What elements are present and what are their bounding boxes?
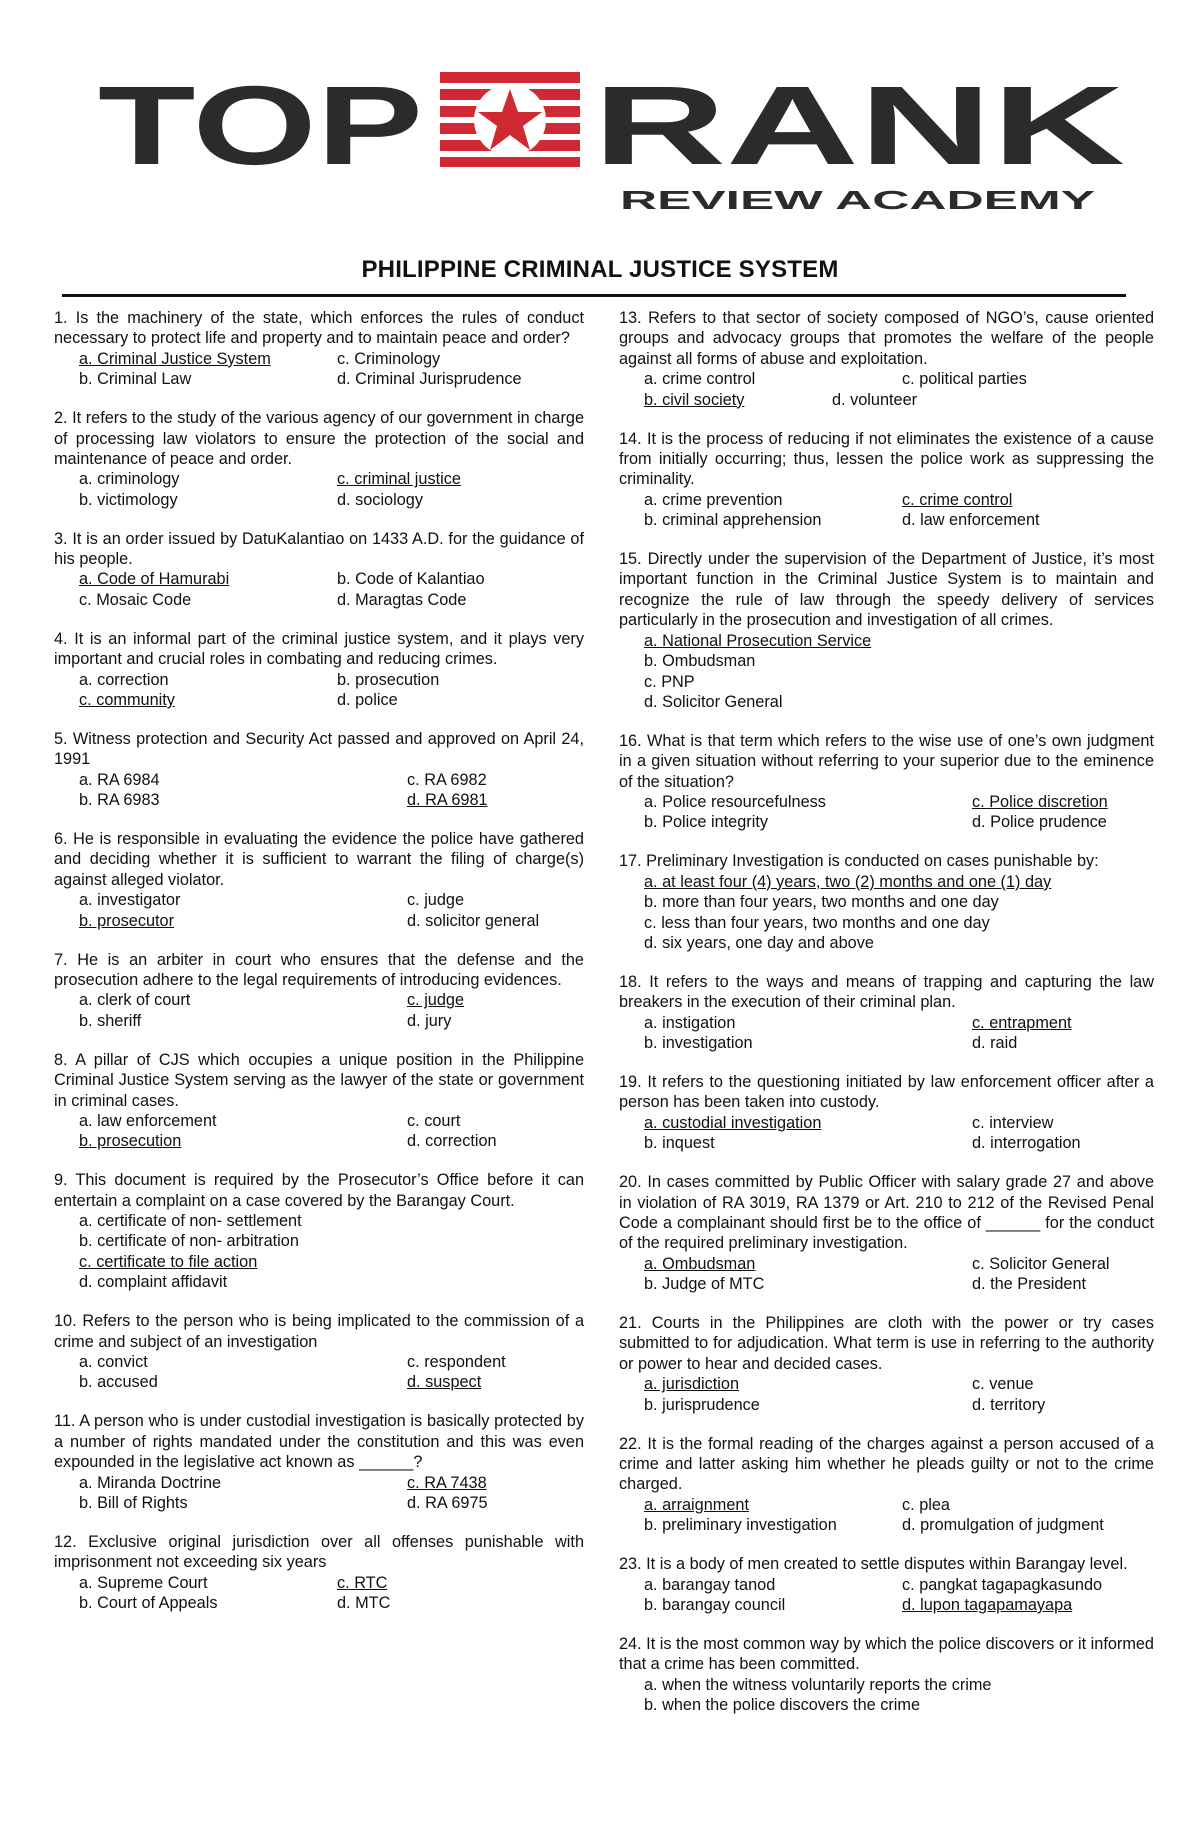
question-12: [54, 1532, 584, 1614]
option-d-answer: d. suspect: [407, 1373, 482, 1392]
option-c-answer: c. judge: [407, 991, 465, 1010]
option-a: a. instigation: [644, 1013, 736, 1032]
option-b: b. Criminal Law: [79, 370, 192, 389]
option-c: c. plea: [902, 1495, 950, 1514]
option-d: d. law enforcement: [902, 511, 1040, 530]
left-column: [54, 308, 584, 1632]
option-d: d. police: [337, 691, 398, 709]
option-b: b. inquest: [644, 1134, 715, 1153]
logo-word-rank: RANK: [593, 72, 1125, 188]
question-13: [619, 308, 1154, 410]
question-stem: 7. He is an arbiter in court who ensures that the defense and the prosecution adhere to the legal requirements of introducing evidences.: [54, 950, 584, 989]
option-b: b. preliminary investigation: [644, 1516, 837, 1535]
option-b: b. RA 6983: [79, 791, 160, 810]
option-c-answer: c. community: [79, 691, 175, 709]
option-c-answer: c. criminal justice: [337, 470, 461, 489]
question-stem: 21. Courts in the Philippines are cloth with the power or try cases submitted to for adjudication. What term is use in referring to the authority or power to hear and decided cases.: [619, 1314, 1154, 1373]
question-3: [54, 529, 584, 611]
option-d: d. MTC: [337, 1594, 391, 1613]
option-a-answer: a. Criminal Justice System: [79, 349, 271, 368]
option-d: d. Police prudence: [972, 813, 1107, 832]
option-b-answer: b. civil society: [644, 390, 745, 409]
option-c: c. Mosaic Code: [79, 590, 192, 609]
option-d: d. Solicitor General: [644, 692, 783, 711]
option-a: a. investigator: [79, 891, 181, 910]
option-c: c. respondent: [407, 1352, 506, 1371]
option-a: a. correction: [79, 670, 169, 689]
question-16: [619, 731, 1154, 833]
option-b-answer: b. prosecutor: [79, 911, 175, 930]
question-15: [619, 549, 1154, 712]
option-d: d. complaint affidavit: [79, 1273, 228, 1292]
question-stem: 12. Exclusive original jurisdiction over all offenses punishable with imprisonment not exceeding six years: [54, 1532, 584, 1572]
option-a-answer: a. arraignment: [644, 1495, 749, 1514]
question-stem: 1. Is the machinery of the state, which enforces the rules of conduct necessary to protect life and property and to maintain peace and order?: [54, 309, 584, 348]
option-b: b. criminal apprehension: [644, 511, 822, 530]
option-d-answer: d. RA 6981: [407, 791, 488, 810]
option-b: b. accused: [79, 1373, 158, 1392]
question-7: [54, 950, 584, 1032]
option-b: b. Court of Appeals: [79, 1594, 218, 1613]
question-9: [54, 1170, 584, 1292]
question-stem: 2. It refers to the study of the various agency of our government in charge of processing law violators to ensure the protection of the social and maintenance of peace and order.: [54, 409, 584, 468]
option-b: b. Police integrity: [644, 813, 768, 832]
logo-subtitle: REVIEW ACADEMY: [620, 185, 1095, 215]
option-d: d. RA 6975: [407, 1493, 488, 1512]
option-b: b. when the police discovers the crime: [644, 1696, 921, 1715]
question-stem: 10. Refers to the person who is being implicated to the commission of a crime and subject of an investigation: [54, 1312, 584, 1351]
question-stem: 15. Directly under the supervision of the Department of Justice, it’s most important function in the Criminal Justice System is to maintain and recognize the rule of law through the speedy delivery of services particularly in the prosecution and investigation of all crimes.: [619, 550, 1154, 630]
option-c: c. judge: [407, 891, 465, 910]
title-divider: [62, 294, 1126, 297]
option-c-answer: c. Police discretion: [972, 793, 1108, 812]
option-a: a. Miranda Doctrine: [79, 1473, 222, 1492]
option-c: c. RA 6982: [407, 770, 487, 789]
option-d: d. solicitor general: [407, 911, 540, 930]
question-23: [619, 1554, 1154, 1615]
option-d: d. promulgation of judgment: [902, 1516, 1104, 1535]
question-18: [619, 972, 1154, 1054]
question-stem: 20. In cases committed by Public Officer with salary grade 27 and above in violation of RA 3019, RA 1379 or Art. 210 to 212 of the Revised Penal Code a complainant should first be to the office of ______ for the conduct of the required preliminary investigation.: [619, 1173, 1154, 1253]
option-d: d. the President: [972, 1275, 1087, 1294]
question-5: [54, 729, 584, 811]
option-c: c. political parties: [902, 370, 1027, 389]
question-stem: 16. What is that term which refers to the wise use of one’s own judgment in a given situation without referring to your superior due to the eminence of the situation?: [619, 731, 1154, 791]
question-stem: 22. It is the formal reading of the charges against a person accused of a crime and latter asking him whether he pleads guilty or not to the crime charged.: [619, 1434, 1154, 1494]
question-2: [54, 408, 584, 510]
option-a: a. criminology: [79, 470, 180, 489]
option-d: d. correction: [407, 1132, 497, 1151]
option-a-answer: a. at least four (4) years, two (2) months and one (1) day: [644, 872, 1052, 891]
option-b: b. certificate of non- arbitration: [79, 1232, 299, 1251]
question-stem: 17. Preliminary Investigation is conducted on cases punishable by:: [619, 852, 1099, 871]
option-c: c. Criminology: [337, 349, 441, 368]
option-b: b. jurisprudence: [644, 1395, 760, 1414]
question-stem: 4. It is an informal part of the criminal justice system, and it plays very important and crucial roles in combating and reducing crimes.: [54, 629, 584, 669]
question-stem: 8. A pillar of CJS which occupies a unique position in the Philippine Criminal Justice System serving as the lawyer of the state or government in criminal cases.: [54, 1050, 584, 1110]
option-a: a. Police resourcefulness: [644, 793, 826, 812]
option-a: a. crime prevention: [644, 490, 783, 509]
question-17: [619, 851, 1154, 953]
option-d: d. Criminal Jurisprudence: [337, 370, 522, 389]
option-c: c. PNP: [644, 672, 695, 691]
option-a-answer: a. custodial investigation: [644, 1113, 822, 1132]
question-stem: 11. A person who is under custodial investigation is basically protected by a number of rights mandated under the constitution and this was even expounded in the legislative act known as ______?: [54, 1412, 584, 1472]
question-stem: 23. It is a body of men created to settle disputes within Barangay level.: [619, 1555, 1128, 1574]
option-d: d. jury: [407, 1011, 452, 1030]
option-d: d. interrogation: [972, 1134, 1081, 1153]
option-b: b. barangay council: [644, 1595, 786, 1614]
question-stem: 18. It refers to the ways and means of trapping and capturing the law breakers in the execution of their criminal plan.: [619, 972, 1154, 1012]
option-d: d. sociology: [337, 490, 423, 509]
page-title: PHILIPPINE CRIMINAL JUSTICE SYSTEM: [361, 256, 839, 283]
option-b: b. more than four years, two months and one day: [644, 893, 999, 912]
option-b: b. investigation: [644, 1034, 753, 1053]
question-10: [54, 1311, 584, 1393]
option-b: b. prosecution: [337, 670, 440, 689]
option-c: c. less than four years, two months and one day: [644, 913, 990, 932]
question-4: [54, 629, 584, 711]
option-a: a. Supreme Court: [79, 1573, 208, 1592]
option-d: d. Maragtas Code: [337, 590, 467, 609]
option-a-answer: a. Ombudsman: [644, 1254, 756, 1273]
option-a: a. certificate of non- settlement: [79, 1212, 302, 1231]
option-b: b. Bill of Rights: [79, 1493, 188, 1512]
right-column: [619, 308, 1154, 1734]
question-22: [619, 1434, 1154, 1536]
question-stem: 5. Witness protection and Security Act passed and approved on April 24, 1991: [54, 729, 584, 769]
star-emblem: [440, 72, 580, 167]
option-a-answer: a. jurisdiction: [644, 1375, 740, 1394]
option-c-answer: c. certificate to file action: [79, 1252, 258, 1271]
option-a-answer: a. National Prosecution Service: [644, 631, 872, 650]
question-19: [619, 1072, 1154, 1154]
question-stem: 19. It refers to the questioning initiated by law enforcement officer after a person has been taken into custody.: [619, 1073, 1154, 1112]
question-1: [54, 308, 584, 390]
option-a: a. clerk of court: [79, 991, 191, 1010]
option-a-answer: a. Code of Hamurabi: [79, 570, 230, 589]
option-b: b. sheriff: [79, 1011, 142, 1030]
question-24: [619, 1634, 1154, 1716]
option-d: d. volunteer: [832, 390, 918, 409]
option-d-answer: d. lupon tagapamayapa: [902, 1595, 1073, 1614]
option-c: c. Solicitor General: [972, 1254, 1110, 1273]
option-c-answer: c. RTC: [337, 1573, 388, 1592]
option-c: c. pangkat tagapagkasundo: [902, 1575, 1103, 1594]
option-c: c. interview: [972, 1113, 1054, 1132]
option-c: c. court: [407, 1111, 461, 1130]
option-b: b. Judge of MTC: [644, 1275, 765, 1294]
option-a: a. law enforcement: [79, 1111, 217, 1130]
option-c-answer: c. crime control: [902, 490, 1013, 509]
option-c-answer: c. RA 7438: [407, 1473, 487, 1492]
question-stem: 3. It is an order issued by DatuKalantiao on 1433 A.D. for the guidance of his people.: [54, 529, 584, 569]
option-b: b. Ombudsman: [644, 652, 756, 671]
logo-word-top: TOP: [98, 72, 423, 188]
question-21: [619, 1313, 1154, 1415]
option-c-answer: c. entrapment: [972, 1013, 1072, 1032]
option-b-answer: b. prosecution: [79, 1132, 182, 1151]
option-d: d. six years, one day and above: [644, 933, 874, 952]
question-8: [54, 1050, 584, 1152]
topwrank-logo: [90, 72, 1130, 222]
option-a: a. crime control: [644, 370, 756, 389]
option-a: a. when the witness voluntarily reports the crime: [644, 1675, 992, 1694]
question-stem: 14. It is the process of reducing if not eliminates the existence of a cause from initially occurring; thus, lessen the police work as suppressing the criminality.: [619, 429, 1154, 489]
question-stem: 9. This document is required by the Prosecutor’s Office before it can entertain a complaint on a case covered by the Barangay Court.: [54, 1171, 584, 1210]
question-11: [54, 1411, 584, 1513]
option-a: a. barangay tanod: [644, 1575, 776, 1594]
option-c: c. venue: [972, 1375, 1034, 1394]
question-stem: 6. He is responsible in evaluating the evidence the police have gathered and deciding whether it is sufficient to warrant the filing of charge(s) against alleged violator.: [54, 830, 584, 889]
option-d: d. territory: [972, 1395, 1046, 1414]
option-a: a. convict: [79, 1352, 148, 1371]
option-b: b. Code of Kalantiao: [337, 570, 485, 589]
option-a: a. RA 6984: [79, 770, 160, 789]
question-6: [54, 829, 584, 931]
question-stem: 24. It is the most common way by which the police discovers or it informed that a crime has been committed.: [619, 1634, 1154, 1674]
question-20: [619, 1172, 1154, 1294]
option-d: d. raid: [972, 1034, 1018, 1053]
question-stem: 13. Refers to that sector of society composed of NGO’s, cause oriented groups and advocacy groups that promotes the welfare of the people against all forms of abuse and exploitation.: [619, 309, 1154, 368]
question-14: [619, 429, 1154, 531]
option-b: b. victimology: [79, 490, 178, 509]
